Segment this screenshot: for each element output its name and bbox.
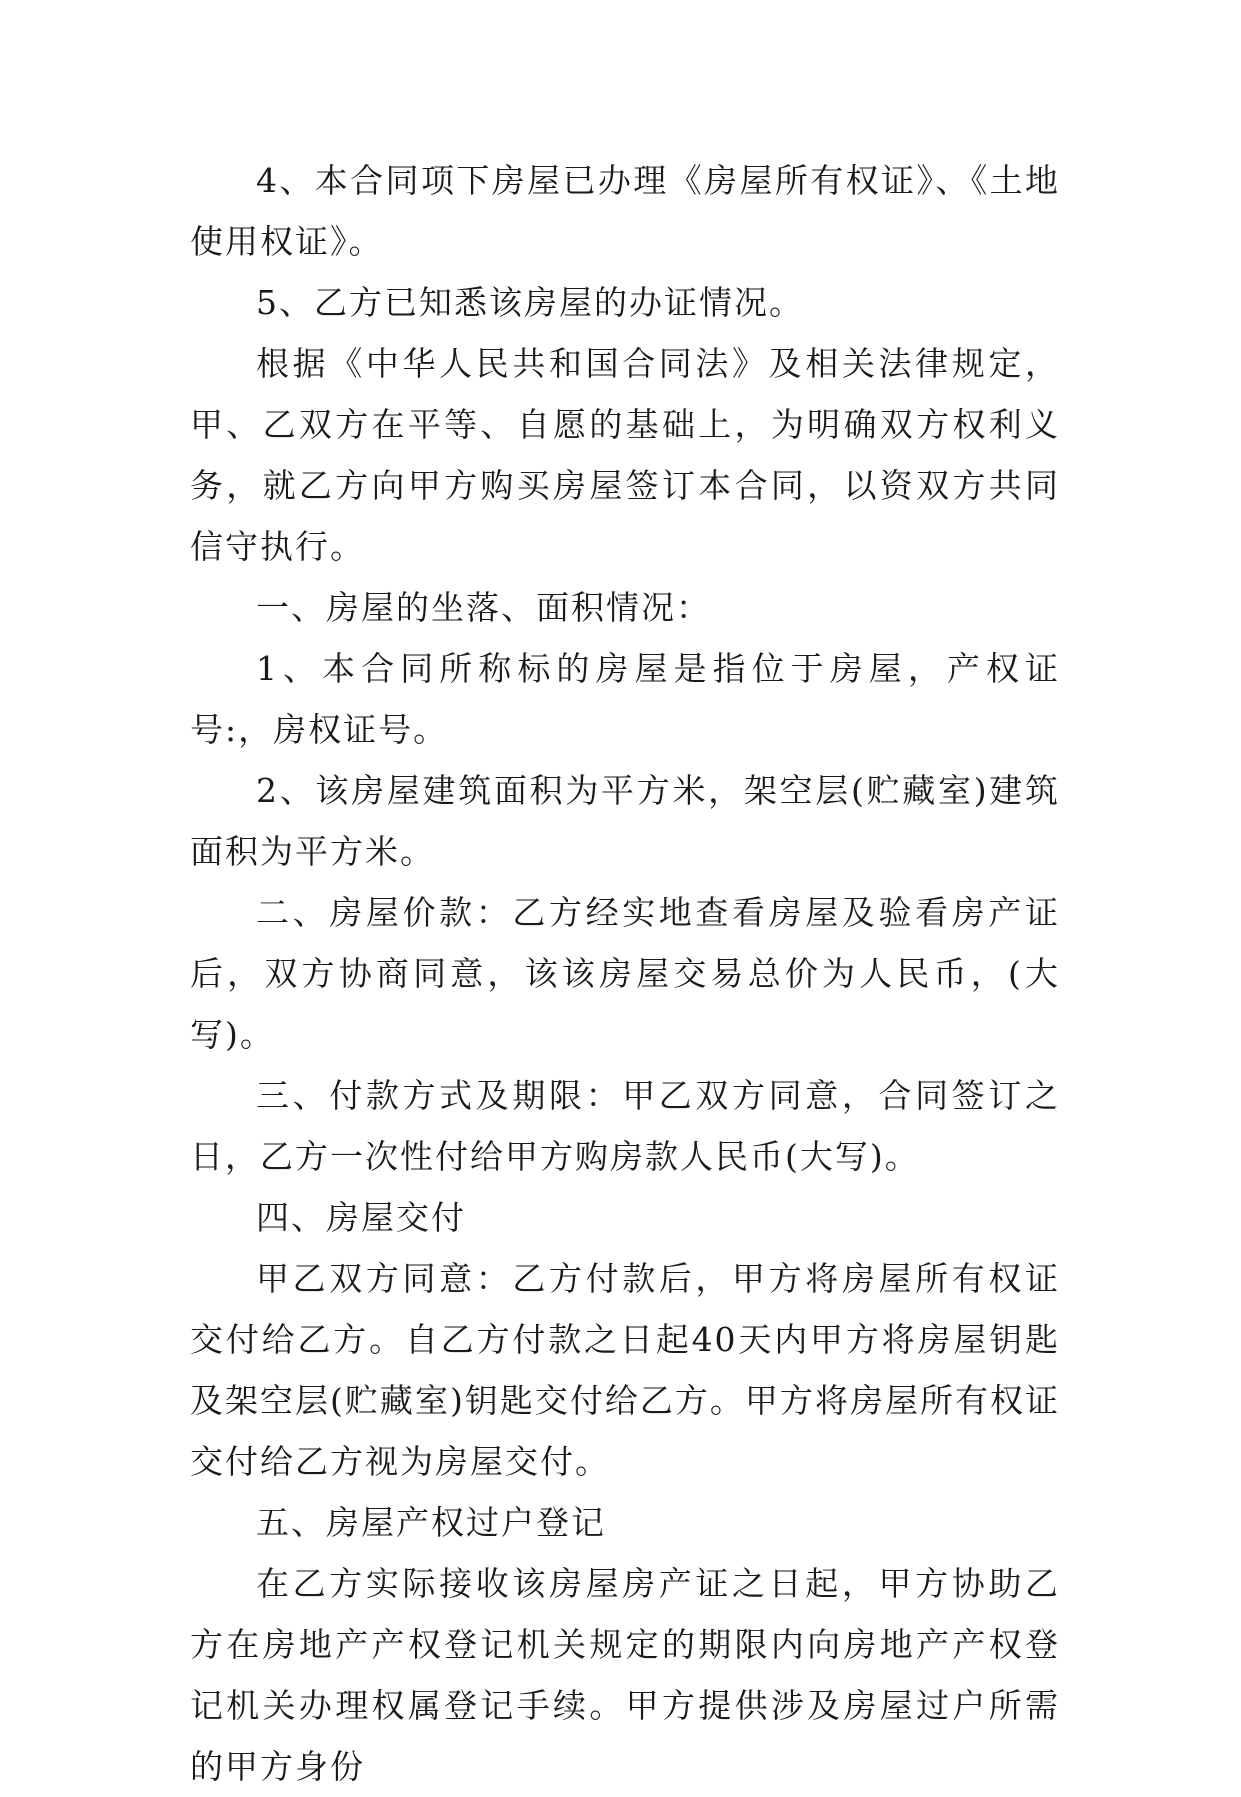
- paragraph-property-area: 2、该房屋建筑面积为平方米，架空层(贮藏室)建筑面积为平方米。: [190, 771, 1060, 871]
- paragraph-preamble: 根据《中华人民共和国合同法》及相关法律规定，甲、乙双方在平等、自愿的基础上，为明确双方权利义务，就乙方向甲方购买房屋签订本合同，以资双方共同信守执行。: [190, 344, 1060, 566]
- paragraph-delivery-terms: 甲乙双方同意：乙方付款后，甲方将房屋所有权证交付给乙方。自乙方付款之日起40天内甲方将房屋钥匙及架空层(贮藏室)钥匙交付给乙方。甲方将房屋所有权证交付给乙方视为房屋交付。: [190, 1259, 1060, 1481]
- section-heading-location-area: 一、房屋的坐落、面积情况：: [256, 588, 711, 627]
- section-heading-title-transfer: 五、房屋产权过户登记: [256, 1503, 606, 1542]
- paragraph-title-transfer-terms: 在乙方实际接收该房屋房产证之日起，甲方协助乙方在房地产产权登记机关规定的期限内向房地产产权登记机关办理权属登记手续。甲方提供涉及房屋过户所需的甲方身份: [190, 1564, 1060, 1786]
- section-payment-terms: 三、付款方式及期限：甲乙双方同意，合同签订之日，乙方一次性付给甲方购房款人民币(大写)。: [190, 1076, 1060, 1176]
- section-heading-delivery: 四、房屋交付: [256, 1198, 466, 1237]
- paragraph-clause-4-certificates: 4、本合同项下房屋已办理《房屋所有权证》、《土地使用权证》。: [190, 161, 1060, 261]
- paragraph-clause-5-certificate-status: 5、乙方已知悉该房屋的办证情况。: [256, 283, 804, 322]
- document-body: [190, 150, 1060, 1797]
- section-price: 二、房屋价款：乙方经实地查看房屋及验看房产证后，双方协商同意，该该房屋交易总价为人民币，(大写)。: [190, 893, 1060, 1054]
- paragraph-property-location: 1、本合同所称标的房屋是指位于房屋，产权证号:，房权证号。: [190, 649, 1060, 749]
